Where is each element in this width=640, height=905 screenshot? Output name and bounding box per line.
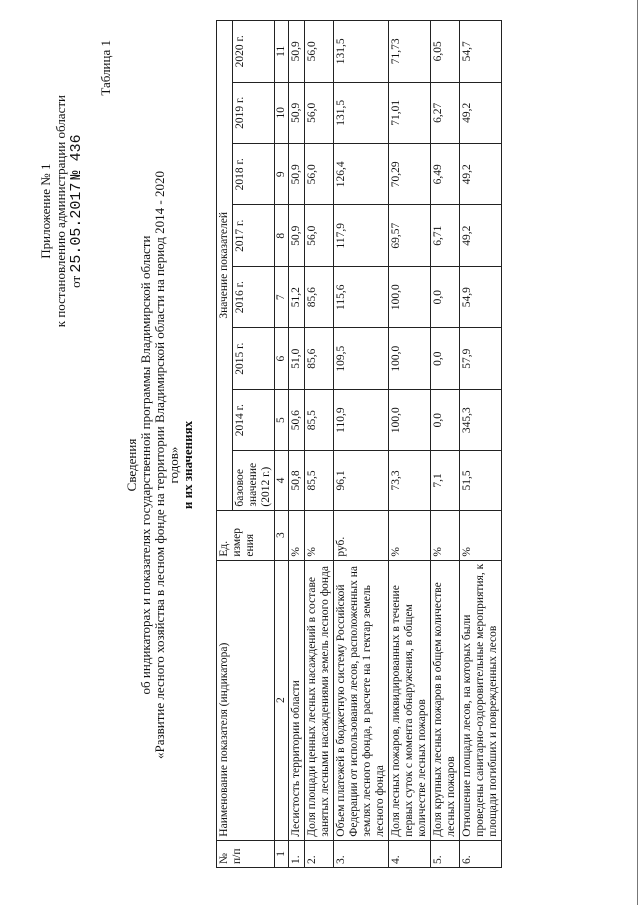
value-cell: 110,9 <box>334 389 389 450</box>
value-cell: 131,5 <box>334 82 389 143</box>
indicator-name: Доля крупных лесных пожаров в общем количестве лесных пожаров <box>431 560 460 840</box>
indicators-table <box>216 20 502 868</box>
unit: % <box>431 510 460 560</box>
appendix-title: Приложение № 1 <box>38 163 53 259</box>
value-cell: 73,3 <box>389 451 431 510</box>
col-base-header: базовое значение (2012 г.) <box>233 451 275 510</box>
value-cell: 100,0 <box>389 328 431 389</box>
col-number: 8 <box>275 205 289 266</box>
value-cell: 85,6 <box>305 266 334 327</box>
value-cell: 7,1 <box>431 451 460 510</box>
value-cell: 56,0 <box>305 21 334 83</box>
col-year-header: 2016 г. <box>233 266 275 327</box>
appendix-ref: к постановлению администрации области <box>53 95 68 328</box>
col-number: 10 <box>275 82 289 143</box>
table-row <box>389 21 431 868</box>
appendix-header <box>38 95 84 327</box>
value-cell: 56,0 <box>305 82 334 143</box>
resolution-number: № 436 <box>68 134 85 180</box>
row-number: 1. <box>289 840 305 867</box>
title-line-2: об индикаторах и показателях государственной программы Владимирской области <box>138 235 153 695</box>
appendix-date-line <box>68 95 84 327</box>
indicator-name: Объем платежей в бюджетную систему Российской Федерации от использования лесов, расположенных на землях лесного фонда, в расчете на 1 гектар земель лесного фонда <box>334 560 389 840</box>
value-cell: 85,6 <box>305 328 334 389</box>
value-cell: 71,01 <box>389 82 431 143</box>
value-cell: 50,9 <box>289 21 305 83</box>
value-cell: 126,4 <box>334 144 389 205</box>
unit: % <box>460 510 502 560</box>
row-number: 2. <box>305 840 334 867</box>
value-cell: 0,0 <box>431 389 460 450</box>
value-cell: 100,0 <box>389 389 431 450</box>
value-cell: 100,0 <box>389 266 431 327</box>
title-line-3: «Развитие лесного хозяйства в лесном фонде на территории Владимирской области на период 2014 - 2020 годов» <box>152 171 181 759</box>
row-number: 6. <box>460 840 502 867</box>
values-group-header: Значение показателей <box>217 21 233 511</box>
col-number: 7 <box>275 266 289 327</box>
value-cell: 50,6 <box>289 389 305 450</box>
value-cell: 51,5 <box>460 451 502 510</box>
value-cell: 49,2 <box>460 144 502 205</box>
table-row <box>460 21 502 868</box>
value-cell: 57,9 <box>460 328 502 389</box>
table-label: Таблица 1 <box>98 40 113 96</box>
column-number-row <box>275 21 289 868</box>
value-cell: 50,8 <box>289 451 305 510</box>
value-cell: 54,7 <box>460 21 502 83</box>
col-number: 4 <box>275 451 289 510</box>
row-number: 3. <box>334 840 389 867</box>
value-cell: 85,5 <box>305 389 334 450</box>
value-cell: 6,71 <box>431 205 460 266</box>
value-cell: 49,2 <box>460 82 502 143</box>
col-unit-header: Ед. измер ения <box>217 510 275 560</box>
value-cell: 345,3 <box>460 389 502 450</box>
title-line-4: и их значениях <box>180 420 195 510</box>
unit: % <box>305 510 334 560</box>
scan-edge-line <box>637 0 638 905</box>
indicator-name: Доля лесных пожаров, ликвидированных в течение первых суток с момента обнаружения, в общем количестве лесных пожаров <box>389 560 431 840</box>
header-row-1 <box>217 21 233 868</box>
value-cell: 51,0 <box>289 328 305 389</box>
value-cell: 0,0 <box>431 266 460 327</box>
table-row <box>431 21 460 868</box>
value-cell: 56,0 <box>305 205 334 266</box>
col-number: 11 <box>275 21 289 83</box>
value-cell: 131,5 <box>334 21 389 83</box>
table-row <box>305 21 334 868</box>
value-cell: 6,05 <box>431 21 460 83</box>
col-year-header: 2019 г. <box>233 82 275 143</box>
value-cell: 70,29 <box>389 144 431 205</box>
col-num-header: № п/п <box>217 840 275 867</box>
indicator-name: Отношение площади лесов, на которых были проведены санитарно-оздоровительные мероприятия, к площади погибших и поврежденных лесов <box>460 560 502 840</box>
value-cell: 50,9 <box>289 82 305 143</box>
col-name-header: Наименование показателя (индикатора) <box>217 560 275 840</box>
col-number: 1 <box>275 840 289 867</box>
value-cell: 54,9 <box>460 266 502 327</box>
col-year-header: 2020 г. <box>233 21 275 83</box>
value-cell: 6,27 <box>431 82 460 143</box>
indicator-name: Доля площади ценных лесных насаждений в составе занятых лесными насаждениями земель лесного фонда <box>305 560 334 840</box>
value-cell: 0,0 <box>431 328 460 389</box>
value-cell: 49,2 <box>460 205 502 266</box>
value-cell: 109,5 <box>334 328 389 389</box>
value-cell: 56,0 <box>305 144 334 205</box>
unit: руб. <box>334 510 389 560</box>
value-cell: 71,73 <box>389 21 431 83</box>
col-number: 3 <box>275 510 289 560</box>
col-number: 2 <box>275 560 289 840</box>
col-year-header: 2018 г. <box>233 144 275 205</box>
row-number: 4. <box>389 840 431 867</box>
col-number: 9 <box>275 144 289 205</box>
value-cell: 117,9 <box>334 205 389 266</box>
table-row <box>289 21 305 868</box>
value-cell: 6,49 <box>431 144 460 205</box>
unit: % <box>389 510 431 560</box>
title-line-1: Сведения <box>124 438 139 492</box>
value-cell: 96,1 <box>334 451 389 510</box>
col-year-header: 2017 г. <box>233 205 275 266</box>
row-number: 5. <box>431 840 460 867</box>
value-cell: 51,2 <box>289 266 305 327</box>
value-cell: 50,9 <box>289 205 305 266</box>
table-row <box>334 21 389 868</box>
indicator-name: Лесистость территории области <box>289 560 305 840</box>
value-cell: 115,6 <box>334 266 389 327</box>
col-year-header: 2014 г. <box>233 389 275 450</box>
date-prefix: от <box>68 275 83 288</box>
resolution-date: 25.05.2017 <box>68 182 85 273</box>
col-number: 6 <box>275 328 289 389</box>
value-cell: 69,57 <box>389 205 431 266</box>
unit: % <box>289 510 305 560</box>
document-title <box>125 165 195 765</box>
value-cell: 50,9 <box>289 144 305 205</box>
col-number: 5 <box>275 389 289 450</box>
col-year-header: 2015 г. <box>233 328 275 389</box>
value-cell: 85,5 <box>305 451 334 510</box>
